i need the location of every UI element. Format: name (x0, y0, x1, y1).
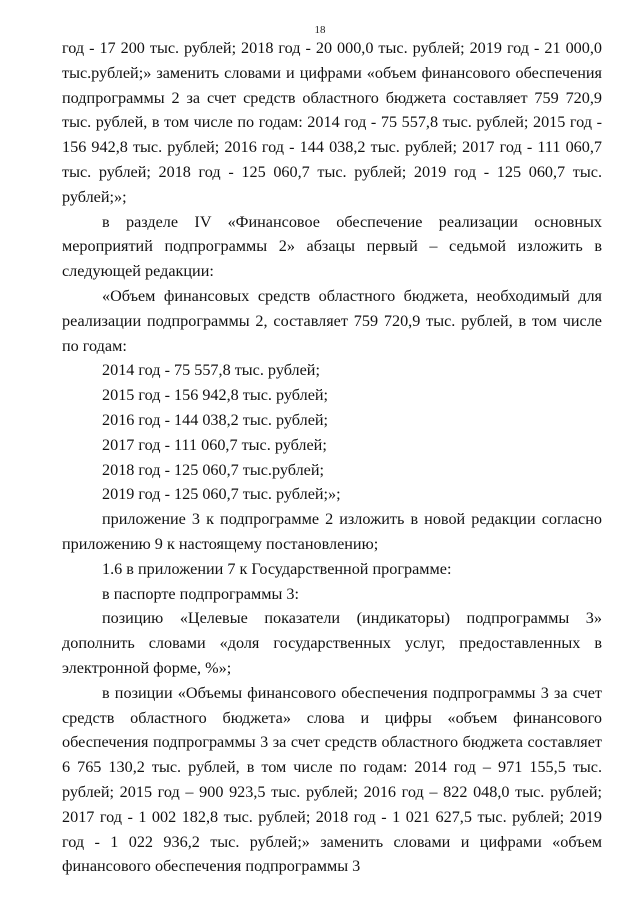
paragraph-passport: в паспорте подпрограммы 3: (102, 584, 299, 603)
paragraph-appendix-3: приложение 3 к подпрограмме 2 изложить в новой редакции согласно приложению 9 к настоящему постановлению; (62, 510, 602, 553)
document-body (62, 36, 602, 879)
year-line-2016: 2016 год - 144 038,2 тыс. рублей; (102, 410, 329, 429)
year-line-2015: 2015 год - 156 942,8 тыс. рублей; (102, 386, 329, 405)
year-line-2017: 2017 год - 111 060,7 тыс. рублей; (102, 435, 327, 454)
year-line-2014: 2014 год - 75 557,8 тыс. рублей; (102, 361, 320, 380)
year-line-2019: 2019 год - 125 060,7 тыс. рублей;»; (102, 485, 341, 504)
paragraph-item-1-6: 1.6 в приложении 7 к Государственной программе: (102, 559, 452, 578)
paragraph-funding-amounts: в позиции «Объемы финансового обеспечения подпрограммы 3 за счет средств областного бюджета» слова и цифры «объем финансового обеспечения подпрограммы 3 за счет средств областного бюджета составляет 6 765 130,2 тыс. рублей, в том числе по годам: 2014 год – 971 155,5 тыс. рублей; 2015 год – 900 923,5 тыс. рублей; 2016 год – 822 048,0 тыс. рублей; 2017 год - 1 002 182,8 тыс. рублей; 2018 год - 1 021 627,5 тыс. рублей; 2019 год - 1 022 936,2 тыс. рублей;» заменить словами и цифрами «объем финансового обеспечения подпрограммы 3 (62, 683, 602, 876)
page-number: 18 (314, 24, 326, 36)
paragraph-target-indicators: позицию «Целевые показатели (индикаторы) подпрограммы 3» дополнить словами «доля государственных услуг, предоставленных в электронной форме, %»; (62, 609, 602, 677)
paragraph-continuation: год - 17 200 тыс. рублей; 2018 год - 20 000,0 тыс. рублей; 2019 год - 21 000,0 тыс.рублей;» заменить словами и цифрами «объем финансового обеспечения подпрограммы 2 за счет средств областного бюджета составляет 759 720,9 тыс. рублей, в том числе по годам: 2014 год - 75 557,8 тыс. рублей; 2015 год - 156 942,8 тыс. рублей; 2016 год - 144 038,2 тыс. рублей; 2017 год - 111 060,7 тыс. рублей; 2018 год - 125 060,7 тыс. рублей; 2019 год - 125 060,7 тыс. рублей;»; (62, 39, 602, 206)
paragraph-funding-volume: «Объем финансовых средств областного бюджета, необходимый для реализации подпрограммы 2, составляет 759 720,9 тыс. рублей, в том числе по годам: (62, 286, 602, 355)
year-line-2018: 2018 год - 125 060,7 тыс.рублей; (102, 460, 324, 479)
paragraph-section-iv: в разделе IV «Финансовое обеспечение реализации основных мероприятий подпрограммы 2» абзацы первый – седьмой изложить в следующей редакции: (62, 212, 602, 281)
